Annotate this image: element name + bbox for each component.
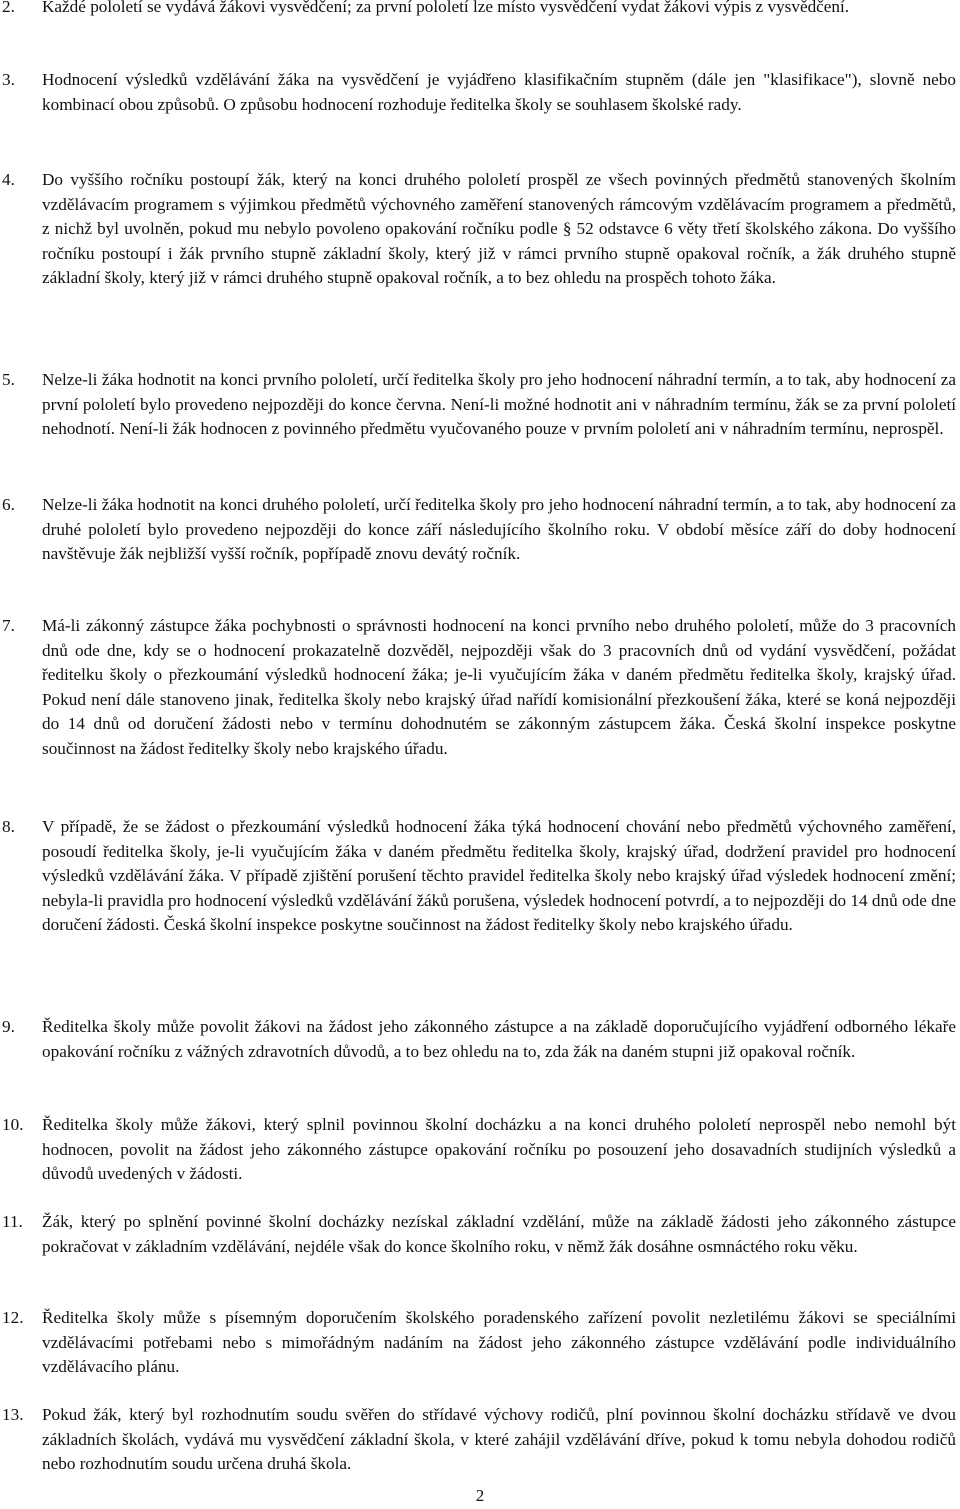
- item-number: 2.: [2, 0, 15, 16]
- item-number: 3.: [2, 70, 15, 89]
- item-number: 12.: [2, 1308, 24, 1327]
- item-text: Hodnocení výsledků vzdělávání žáka na vysvědčení je vyjádřeno klasifikačním stupněm (dále jen "klasifikace"), slovně nebo kombinací obou způsobů. O způsobu hodnocení rozhoduje ředitelka školy se souhlasem školské rady.: [42, 70, 956, 114]
- item-text: Nelze-li žáka hodnotit na konci druhého pololetí, určí ředitelka školy pro jeho hodnocení náhradní termín, a to tak, aby hodnocení za druhé pololetí bylo provedeno nejpozději do konce září následujícího školního roku. V období měsíce září do doby hodnocení navštěvuje žák nejbližší vyšší ročník, popřípadě znovu devátý ročník.: [42, 495, 956, 564]
- item-number: 9.: [2, 1017, 15, 1036]
- item-text: Pokud žák, který byl rozhodnutím soudu svěřen do střídavé výchovy rodičů, plní povinnou školní docházku střídavě ve dvou základních školách, vydává mu vysvědčení základní škola, v které zahájil vzdělávání dříve, pokud k tomu nebyla dohodou rodičů nebo rozhodnutím soudu určena druhá škola.: [42, 1405, 956, 1474]
- page-number: 2: [475, 1486, 485, 1505]
- item-text: Ředitelka školy může žákovi, který splnil povinnou školní docházku a na konci druhého pololetí neprospěl nebo nemohl být hodnocen, povolit na žádost jeho zákonného zástupce opakování ročníku po posouzení jeho dosavadních studijních výsledků a důvodů uvedených v žádosti.: [42, 1115, 956, 1184]
- item-number: 8.: [2, 817, 15, 836]
- item-text: V případě, že se žádost o přezkoumání výsledků hodnocení žáka týká hodnocení chování nebo předmětů výchovného zaměření, posoudí ředitelka školy, je-li vyučujícím žáka v daném předmětu ředitelka školy, krajský úřad, dodržení pravidel pro hodnocení výsledků vzdělávání žáka. V případě zjištění porušení těchto pravidel ředitelka školy nebo krajský úřad výsledek hodnocení změní; nebyla-li pravidla pro hodnocení výsledků vzdělávání žáků porušena, výsledek hodnocení potvrdí, a to nejpozději do 14 dnů ode dne doručení žádosti. Česká školní inspekce poskytne součinnost na žádost ředitelky školy nebo krajského úřadu.: [42, 817, 956, 935]
- item-number: 11.: [2, 1212, 23, 1231]
- item-number: 4.: [2, 170, 15, 189]
- item-text: Každé pololetí se vydává žákovi vysvědčení; za první pololetí lze místo vysvědčení vydat žákovi výpis z vysvědčení.: [42, 0, 850, 16]
- item-text: Do vyššího ročníku postoupí žák, který na konci druhého pololetí prospěl ze všech povinných předmětů stanovených školním vzdělávacím programem s výjimkou předmětů výchovného zaměření stanovených rámcovým vzdělávacím programem a předmětů, z nichž byl uvolněn, pokud mu nebylo povoleno opakování ročníku podle § 52 odstavce 6 věty třetí školského zákona. Do vyššího ročníku postoupí i žák prvního stupně základní školy, který již v rámci prvního stupně opakoval ročník, a žák druhého stupně základní školy, který již v rámci druhého stupně opakoval ročník, a to bez ohledu na prospěch tohoto žáka.: [42, 170, 956, 288]
- item-number: 10.: [2, 1115, 24, 1134]
- item-number: 13.: [2, 1405, 24, 1424]
- item-number: 7.: [2, 616, 15, 635]
- item-text: Nelze-li žáka hodnotit na konci prvního pololetí, určí ředitelka školy pro jeho hodnocení náhradní termín, a to tak, aby hodnocení za první pololetí bylo provedeno nejpozději do konce června. Není-li možné hodnotit ani v náhradním termínu, žák se za první pololetí nehodnotí. Není-li žák hodnocen z povinného předmětu vyučovaného pouze v prvním pololetí ani v náhradním termínu, neprospěl.: [42, 370, 956, 439]
- item-text: Ředitelka školy může s písemným doporučením školského poradenského zařízení povolit nezletilému žákovi se speciálními vzdělávacími potřebami nebo s mimořádným nadáním na žádost jeho zákonného zástupce vzdělávání podle individuálního vzdělávacího plánu.: [42, 1308, 956, 1377]
- item-number: 6.: [2, 495, 15, 514]
- item-text: Ředitelka školy může povolit žákovi na žádost jeho zákonného zástupce a na základě doporučujícího vyjádření odborného lékaře opakování ročníku z vážných zdravotních důvodů, a to bez ohledu na to, zda žák na daném stupni již opakoval ročník.: [42, 1017, 956, 1061]
- item-number: 5.: [2, 370, 15, 389]
- item-text: Žák, který po splnění povinné školní docházky nezískal základní vzdělání, může na základě žádosti jeho zákonného zástupce pokračovat v základním vzdělávání, nejdéle však do konce školního roku, v němž žák dosáhne osmnáctého roku věku.: [42, 1212, 956, 1256]
- item-text: Má-li zákonný zástupce žáka pochybnosti o správnosti hodnocení na konci prvního nebo druhého pololetí, může do 3 pracovních dnů ode dne, kdy se o hodnocení prokazatelně dozvěděl, nejpozději však do 3 pracovních dnů od vydání vysvědčení, požádat ředitelku školy o přezkoumání výsledků hodnocení žáka; je-li vyučujícím žáka v daném předmětu ředitelka školy, krajský úřad. Pokud není dále stanoveno jinak, ředitelka školy nebo krajský úřad nařídí komisionální přezkoušení žáka, které se koná nejpozději do 14 dnů od doručení žádosti nebo v termínu dohodnutém se zákonným zástupcem žáka. Česká školní inspekce poskytne součinnost na žádost ředitelky školy nebo krajského úřadu.: [42, 616, 956, 758]
